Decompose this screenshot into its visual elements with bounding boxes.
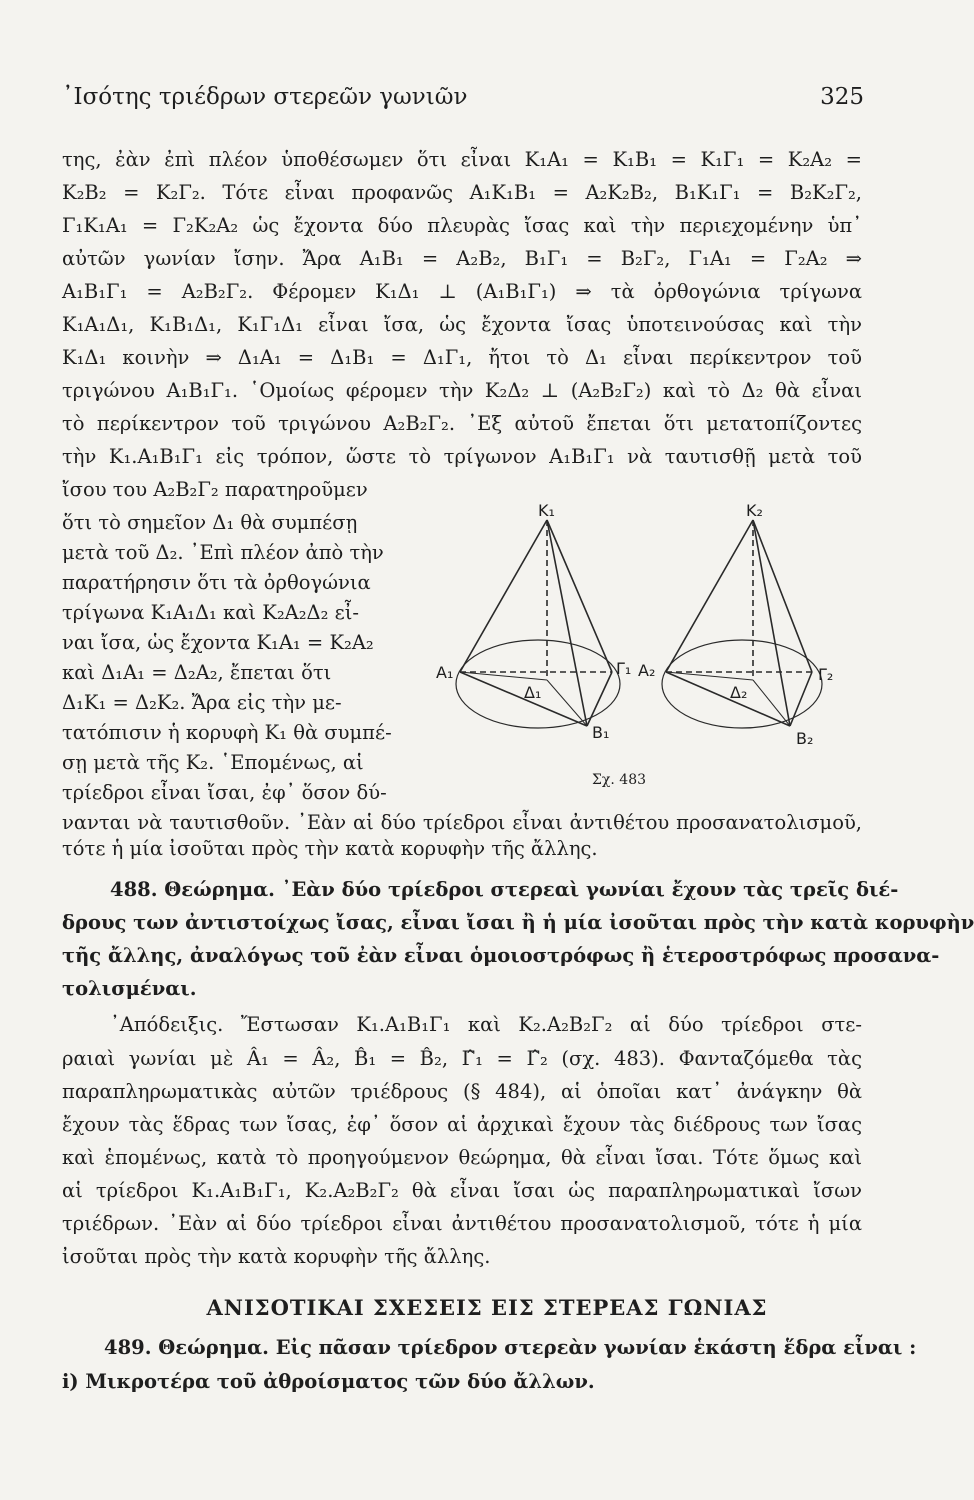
section-title: ΑΝΙΣΟΤΙΚΑΙ ΣΧΕΣΕΙΣ ΕΙΣ ΣΤΕΡΕΑΣ ΓΩΝΙΑΣ: [206, 1295, 768, 1320]
text-line: σῃ μετὰ τῆς K₂. ῾Επομένως, αἱ: [62, 751, 364, 774]
label-a2: A₂: [638, 661, 656, 680]
text-line: τατόπισιν ἡ κορυφὴ K₁ θὰ συμπέ-: [62, 721, 392, 744]
text-line: τρίγωνα K₁A₁Δ₁ καὶ K₂A₂Δ₂ εἶ-: [62, 601, 359, 624]
text-line: νανται νὰ ταυτισθοῦν. ᾿Εὰν αἱ δύο τρίεδροι εἶναι ἀντιθέτου προσανατολισμοῦ,: [62, 811, 862, 834]
edge: [547, 520, 612, 672]
edge: [547, 520, 587, 726]
edge: [666, 520, 753, 672]
text-line: τρίεδροι εἶναι ἴσαι, ἐφ᾿ ὅσον δύ-: [62, 781, 387, 804]
label-b2: B₂: [796, 729, 814, 748]
text-line: ἴσου του A₂B₂Γ₂ παρατηροῦμεν: [62, 478, 368, 501]
edge: [666, 672, 790, 726]
text-line: της, ἐὰν ἐπὶ πλέον ὑποθέσωμεν ὅτι εἶναι K₁A₁ = K₁B₁ = K₁Γ₁ = K₂A₂ =: [62, 148, 862, 171]
label-k1: K₁: [538, 501, 555, 520]
edge: [753, 520, 790, 726]
text-line: παρατήρησιν ὅτι τὰ ὀρθογώνια: [62, 571, 371, 594]
label-b1: B₁: [592, 723, 610, 742]
text-line: καὶ Δ₁A₁ = Δ₂A₂, ἔπεται ὅτι: [62, 661, 332, 684]
text-line: K₂B₂ = K₂Γ₂. Τότε εἶναι προφανῶς A₁K₁B₁ = A₂K₂B₂, B₁K₁Γ₁ = B₂K₂Γ₂,: [62, 181, 862, 204]
proof-line: παραπληρωματικὰς αὐτῶν τριέδρους (§ 484), αἱ ὁποῖαι κατ᾿ ἀνάγκην θὰ: [62, 1080, 862, 1103]
page-number: 325: [820, 84, 864, 110]
text-line: Δ₁K₁ = Δ₂K₂. Ἄρα εἰς τὴν με-: [62, 691, 342, 714]
text-line: ναι ἴσα, ὡς ἔχοντα K₁A₁ = K₂A₂: [62, 631, 374, 654]
text-line: μετὰ τοῦ Δ₂. ᾿Επὶ πλέον ἀπὸ τὴν: [62, 541, 384, 564]
theorem-488-line: τολισμέναι.: [62, 977, 197, 1000]
figure-caption: Σχ. 483: [592, 772, 647, 788]
proof-line: καὶ ἑπομένως, κατὰ τὸ προηγούμενον θεώρημα, θὰ εἶναι ἴσαι. Τότε ὅμως καὶ: [62, 1146, 862, 1169]
theorem-488-line: τῆς ἄλλης, ἀναλόγως τοῦ ἐὰν εἶναι ὁμοιοστρόφως ἢ ἑτεροστρόφως προσανα-: [62, 944, 940, 967]
text-line: ὅτι τὸ σημεῖον Δ₁ θὰ συμπέσῃ: [62, 511, 358, 534]
proof-line: τριέδρων. ᾿Εὰν αἱ δύο τρίεδροι εἶναι ἀντιθέτου προσανατολισμοῦ, τότε ἡ μία: [62, 1212, 862, 1235]
theorem-488-line: 488. Θεώρημα. ᾿Εὰν δύο τρίεδροι στερεαὶ γωνίαι ἔχουν τὰς τρεῖς διέ-: [110, 878, 899, 901]
radius: [753, 680, 790, 726]
theorem-489-line: i) Μικροτέρα τοῦ ἀθροίσματος τῶν δύο ἄλλων.: [62, 1370, 595, 1393]
text-line: τότε ἡ μία ἰσοῦται πρὸς τὴν κατὰ κορυφὴν τῆς ἄλλης.: [62, 837, 598, 860]
edge: [753, 520, 812, 672]
label-g2: Γ₂: [818, 665, 834, 684]
proof-line: ραιαὶ γωνίαι μὲ Â₁ = Â₂, B̂₁ = B̂₂, Γ̂₁ = Γ̂₂ (σχ. 483). Φανταζόμεθα τὰς: [62, 1047, 862, 1070]
header-title: ᾿Ισότης τριέδρων στερεῶν γωνιῶν: [62, 84, 468, 110]
label-k2: K₂: [746, 501, 763, 520]
text-line: K₁Δ₁ κοινὴν ⇒ Δ₁A₁ = Δ₁B₁ = Δ₁Γ₁, ἤτοι τὸ Δ₁ εἶναι περίκεντρον τοῦ: [62, 346, 862, 369]
label-d1: Δ₁: [524, 683, 542, 702]
proof-line: ἰσοῦται πρὸς τὴν κατὰ κορυφὴν τῆς ἄλλης.: [62, 1245, 491, 1268]
text-line: αὐτῶν γωνίαν ἴσην. Ἄρα A₁B₁ = A₂B₂, B₁Γ₁ = B₂Γ₂, Γ₁A₁ = Γ₂A₂ ⇒: [62, 247, 862, 270]
text-line: τὸ περίκεντρον τοῦ τριγώνου A₂B₂Γ₂. ᾿Εξ αὐτοῦ ἔπεται ὅτι μετατοπίζοντες: [62, 412, 862, 435]
radius: [460, 672, 547, 680]
text-line: τὴν K₁.A₁B₁Γ₁ εἰς τρόπον, ὥστε τὸ τρίγωνον A₁B₁Γ₁ νὰ ταυτισθῇ μετὰ τοῦ: [62, 445, 862, 468]
text-line: K₁A₁Δ₁, K₁B₁Δ₁, K₁Γ₁Δ₁ εἶναι ἴσα, ὡς ἔχοντα ἴσας ὑποτεινούσας καὶ τὴν: [62, 313, 862, 336]
proof-line: ἔχουν τὰς ἕδρας των ἴσας, ἐφ᾿ ὅσον αἱ ἀρχικαὶ ἔχουν τὰς διέδρους των ἴσας: [62, 1113, 862, 1136]
running-header: [62, 84, 864, 120]
radius: [666, 672, 753, 680]
proof-line: αἱ τρίεδροι K₁.A₁B₁Γ₁, K₂.A₂B₂Γ₂ θὰ εἶναι ἴσαι ὡς παραπληρωματικαὶ ἴσων: [62, 1179, 862, 1202]
figure-483: [430, 498, 870, 788]
text-line: Γ₁K₁A₁ = Γ₂K₂A₂ ὡς ἔχοντα δύο πλευρὰς ἴσας καὶ τὴν περιεχομένην ὑπ᾿: [62, 214, 862, 237]
proof-line: ᾿Απόδειξις. Ἔστωσαν K₁.A₁B₁Γ₁ καὶ K₂.A₂B₂Γ₂ αἱ δύο τρίεδροι στε-: [110, 1013, 862, 1036]
label-d2: Δ₂: [730, 683, 748, 702]
theorem-489-line: 489. Θεώρημα. Εἰς πᾶσαν τρίεδρον στερεὰν γωνίαν ἑκάστη ἕδρα εἶναι :: [104, 1336, 917, 1359]
label-g1: Γ₁: [616, 659, 632, 678]
text-line: τριγώνου A₁B₁Γ₁. ῾Ομοίως φέρομεν τὴν K₂Δ₂ ⊥ (A₂B₂Γ₂) καὶ τὸ Δ₂ θὰ εἶναι: [62, 379, 862, 402]
label-a1: A₁: [436, 663, 454, 682]
radius: [547, 680, 587, 726]
theorem-488-line: δρους των ἀντιστοίχως ἴσας, εἶναι ἴσαι ἢ ἡ μία ἰσοῦται πρὸς τὴν κατὰ κορυφὴν: [62, 911, 974, 934]
edge: [460, 520, 547, 672]
text-line: A₁B₁Γ₁ = A₂B₂Γ₂. Φέρομεν K₁Δ₁ ⊥ (A₁B₁Γ₁) ⇒ τὰ ὀρθογώνια τρίγωνα: [62, 280, 862, 303]
